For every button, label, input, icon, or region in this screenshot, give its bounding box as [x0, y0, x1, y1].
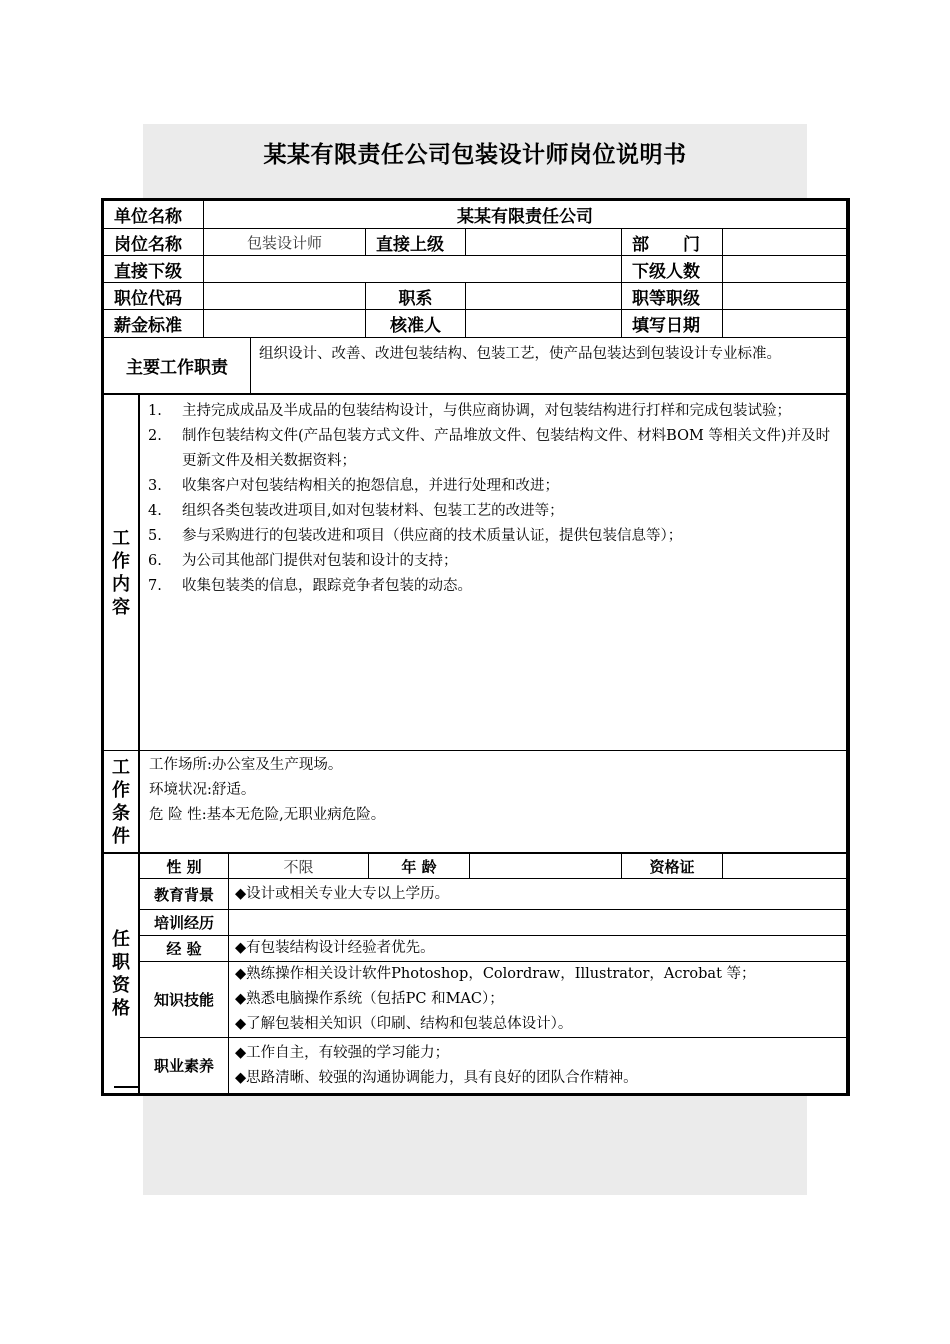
gender-value: 不限: [229, 854, 369, 879]
position-name-value: 包装设计师: [204, 229, 366, 256]
unit-name-value: 某某有限责任公司: [204, 201, 847, 229]
qualifications-char: 资: [112, 974, 130, 996]
qualifications-label: [104, 854, 140, 1093]
work-conditions-char: 条: [112, 802, 130, 824]
age-label: 年 龄: [369, 854, 470, 879]
qualifications-char: 任: [112, 928, 130, 950]
skills-body: [229, 962, 847, 1038]
work-content-char: 工: [112, 527, 130, 549]
list-item: 2. 制作包装结构文件(产品包装方式文件、产品堆放文件、包装结构文件、材料BOM 等相关文件)并及时更新文件及相关数据资料；: [148, 428, 831, 469]
approver-label: 核准人: [366, 310, 466, 338]
skills-line: ◆熟悉电脑操作系统（包括PC 和MAC）；: [235, 991, 504, 1007]
literacy-line: ◆思路清晰、较强的沟通协调能力，具有良好的团队合作精神。: [235, 1069, 638, 1086]
grade-label: 职等职级: [622, 283, 723, 310]
work-content-char: 内: [112, 573, 130, 595]
subordinate-count-value: [723, 256, 847, 283]
approver-value: [466, 310, 622, 338]
condition-line: 工作场所:办公室及生产现场。: [149, 757, 343, 773]
work-conditions-char: 工: [112, 756, 130, 778]
training-label: 培训经历: [140, 910, 229, 936]
gender-label: 性 别: [140, 854, 229, 879]
corner-mark: [114, 1086, 140, 1088]
skills-line: ◆了解包装相关知识（印刷、结构和包装总体设计）。: [235, 1016, 573, 1032]
work-conditions-char: 作: [112, 779, 130, 801]
literacy-body: [229, 1038, 847, 1093]
salary-value: [204, 310, 366, 338]
work-conditions-label: [104, 751, 140, 854]
condition-line: 危 险 性:基本无危险,无职业病危险。: [149, 807, 386, 823]
grade-value: [723, 283, 847, 310]
main-duty-text: 组织设计、改善、改进包装结构、包装工艺，使产品包装达到包装设计专业标准。: [251, 338, 847, 395]
position-code-value: [204, 283, 366, 310]
fill-date-value: [723, 310, 847, 338]
qualifications-char: 格: [112, 997, 130, 1019]
direct-subordinate-value: [204, 256, 622, 283]
list-item: 6. 为公司其他部门提供对包装和设计的支持；: [148, 553, 458, 569]
direct-subordinate-label: 直接下级: [104, 256, 204, 283]
direct-superior-value: [466, 229, 622, 256]
salary-label: 薪金标准: [104, 310, 204, 338]
age-value: [470, 854, 622, 879]
direct-superior-label: 直接上级: [366, 229, 466, 256]
experience-line: ◆有包装结构设计经验者优先。: [235, 940, 435, 956]
literacy-label: 职业素养: [140, 1038, 229, 1093]
job-family-label: 职系: [366, 283, 466, 310]
main-duty-label: 主要工作职责: [104, 338, 251, 395]
job-family-value: [466, 283, 622, 310]
condition-line: 环境状况:舒适。: [149, 782, 256, 798]
literacy-line: ◆工作自主，有较强的学习能力；: [235, 1044, 450, 1061]
position-code-label: 职位代码: [104, 283, 204, 310]
certificate-label: 资格证: [622, 854, 723, 879]
certificate-value: [723, 854, 847, 879]
work-content-label: [104, 395, 140, 751]
list-item: 4. 组织各类包装改进项目,如对包装材料、包装工艺的改进等；: [148, 503, 564, 519]
experience-body: [229, 936, 847, 962]
work-content-char: 作: [112, 550, 130, 572]
work-conditions-body: [140, 751, 847, 854]
education-body: [229, 879, 847, 910]
list-item: 5. 参与采购进行的包装改进和项目（供应商的技术质量认证，提供包装信息等）；: [148, 528, 683, 544]
qualifications-char: 职: [112, 951, 130, 973]
work-content-char: 容: [112, 596, 130, 618]
experience-label: 经 验: [140, 936, 229, 962]
work-conditions-char: 件: [112, 825, 130, 847]
subordinate-count-label: 下级人数: [622, 256, 723, 283]
education-line: ◆设计或相关专业大专以上学历。: [235, 885, 450, 902]
list-item: 1. 主持完成成品及半成品的包装结构设计，与供应商协调，对包装结构进行打样和完成包装试验；: [148, 403, 791, 419]
document-title: 某某有限责任公司包装设计师岗位说明书: [263, 142, 687, 168]
unit-name-label: 单位名称: [104, 201, 204, 229]
skills-label: 知识技能: [140, 962, 229, 1038]
department-label: 部 门: [622, 229, 723, 256]
job-description-table: [101, 198, 850, 1096]
duties-list: [140, 395, 846, 599]
list-item: 7. 收集包装类的信息，跟踪竞争者包装的动态。: [148, 578, 472, 594]
skills-line: ◆熟练操作相关设计软件Photoshop，Colordraw，Illustrator，Acrobat 等；: [235, 966, 756, 982]
work-content-body: [140, 395, 847, 751]
training-body: [229, 910, 847, 936]
position-name-label: 岗位名称: [104, 229, 204, 256]
education-label: 教育背景: [140, 879, 229, 910]
department-value: [723, 229, 847, 256]
fill-date-label: 填写日期: [622, 310, 723, 338]
list-item: 3. 收集客户对包装结构相关的抱怨信息，并进行处理和改进；: [148, 478, 559, 494]
